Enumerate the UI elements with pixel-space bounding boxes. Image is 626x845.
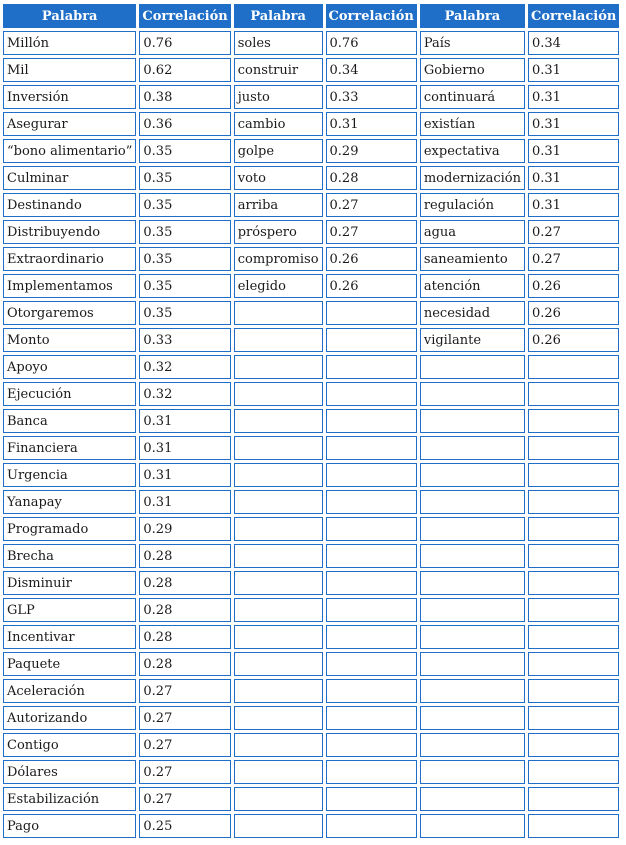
correlation-cell-2 [326, 436, 417, 460]
table-row [3, 625, 619, 649]
correlation-cell-2 [326, 544, 417, 568]
correlation-table [0, 1, 622, 841]
correlation-cell-3 [528, 760, 619, 784]
word-cell-3 [420, 382, 525, 406]
word-cell-2 [234, 490, 323, 514]
correlation-cell-2: 0.33 [326, 85, 417, 109]
correlation-cell-2 [326, 625, 417, 649]
correlation-cell-3: 0.26 [528, 328, 619, 352]
header-palabra-3: Palabra [420, 4, 525, 28]
correlation-cell-2 [326, 652, 417, 676]
word-cell-1: Distribuyendo [3, 220, 136, 244]
correlation-cell-3: 0.27 [528, 247, 619, 271]
correlation-cell-3 [528, 517, 619, 541]
correlation-cell-1: 0.28 [139, 598, 230, 622]
word-cell-1: Destinando [3, 193, 136, 217]
word-cell-3: saneamiento [420, 247, 525, 271]
table-row [3, 409, 619, 433]
correlation-cell-3: 0.31 [528, 85, 619, 109]
correlation-cell-2 [326, 490, 417, 514]
table-row [3, 652, 619, 676]
word-cell-1: Contigo [3, 733, 136, 757]
table-row [3, 517, 619, 541]
table-row [3, 274, 619, 298]
correlation-cell-3 [528, 409, 619, 433]
correlation-cell-3: 0.27 [528, 220, 619, 244]
correlation-cell-2 [326, 328, 417, 352]
word-cell-1: Disminuir [3, 571, 136, 595]
header-row [3, 4, 619, 28]
table-row [3, 139, 619, 163]
correlation-cell-3 [528, 436, 619, 460]
word-cell-3 [420, 355, 525, 379]
word-cell-1: Monto [3, 328, 136, 352]
word-cell-2 [234, 787, 323, 811]
word-cell-2: soles [234, 31, 323, 55]
correlation-cell-2 [326, 706, 417, 730]
correlation-cell-1: 0.31 [139, 409, 230, 433]
word-cell-2 [234, 382, 323, 406]
table-row [3, 814, 619, 838]
table-row [3, 382, 619, 406]
word-cell-3 [420, 544, 525, 568]
word-cell-1: Incentivar [3, 625, 136, 649]
correlation-cell-3 [528, 706, 619, 730]
correlation-cell-2 [326, 814, 417, 838]
table-row [3, 598, 619, 622]
word-cell-3: expectativa [420, 139, 525, 163]
correlation-cell-1: 0.28 [139, 544, 230, 568]
word-cell-1: Estabilización [3, 787, 136, 811]
word-cell-3: continuará [420, 85, 525, 109]
correlation-cell-2 [326, 598, 417, 622]
table-row [3, 436, 619, 460]
correlation-cell-3: 0.26 [528, 274, 619, 298]
header-correlacion-2: Correlación [326, 4, 417, 28]
word-cell-2 [234, 733, 323, 757]
correlation-cell-1: 0.28 [139, 571, 230, 595]
correlation-cell-2: 0.29 [326, 139, 417, 163]
correlation-cell-3: 0.31 [528, 166, 619, 190]
correlation-cell-1: 0.35 [139, 166, 230, 190]
table-row [3, 328, 619, 352]
correlation-cell-1: 0.35 [139, 220, 230, 244]
correlation-cell-2 [326, 301, 417, 325]
word-cell-2 [234, 463, 323, 487]
correlation-cell-2: 0.31 [326, 112, 417, 136]
correlation-cell-2 [326, 382, 417, 406]
correlation-cell-1: 0.31 [139, 436, 230, 460]
table-row [3, 760, 619, 784]
table-row [3, 85, 619, 109]
word-cell-3 [420, 625, 525, 649]
correlation-cell-1: 0.31 [139, 490, 230, 514]
correlation-cell-3 [528, 787, 619, 811]
header-palabra-2: Palabra [234, 4, 323, 28]
correlation-cell-1: 0.28 [139, 625, 230, 649]
word-cell-3: atención [420, 274, 525, 298]
table-row [3, 490, 619, 514]
word-cell-2 [234, 301, 323, 325]
word-cell-3 [420, 463, 525, 487]
word-cell-2 [234, 652, 323, 676]
correlation-cell-2 [326, 679, 417, 703]
table-row [3, 355, 619, 379]
correlation-cell-3 [528, 679, 619, 703]
correlation-cell-2: 0.26 [326, 274, 417, 298]
correlation-cell-1: 0.36 [139, 112, 230, 136]
header-palabra-1: Palabra [3, 4, 136, 28]
word-cell-3: necesidad [420, 301, 525, 325]
word-cell-1: Paquete [3, 652, 136, 676]
correlation-cell-2: 0.26 [326, 247, 417, 271]
correlation-cell-2 [326, 787, 417, 811]
word-cell-1: Otorgaremos [3, 301, 136, 325]
word-cell-2 [234, 706, 323, 730]
word-cell-1: Brecha [3, 544, 136, 568]
word-cell-3 [420, 760, 525, 784]
word-cell-2: próspero [234, 220, 323, 244]
correlation-cell-1: 0.35 [139, 247, 230, 271]
correlation-cell-1: 0.35 [139, 139, 230, 163]
word-cell-2 [234, 436, 323, 460]
word-cell-3: agua [420, 220, 525, 244]
correlation-cell-2 [326, 409, 417, 433]
correlation-cell-1: 0.32 [139, 355, 230, 379]
word-cell-2 [234, 355, 323, 379]
correlation-cell-1: 0.27 [139, 787, 230, 811]
correlation-cell-2: 0.34 [326, 58, 417, 82]
table-body [3, 31, 619, 838]
word-cell-2: golpe [234, 139, 323, 163]
table-row [3, 166, 619, 190]
correlation-cell-2 [326, 517, 417, 541]
word-cell-2 [234, 814, 323, 838]
correlation-cell-3 [528, 382, 619, 406]
correlation-cell-1: 0.27 [139, 760, 230, 784]
correlation-cell-1: 0.76 [139, 31, 230, 55]
correlation-cell-1: 0.32 [139, 382, 230, 406]
word-cell-1: Pago [3, 814, 136, 838]
correlation-cell-3 [528, 814, 619, 838]
word-cell-3 [420, 733, 525, 757]
word-cell-3: modernización [420, 166, 525, 190]
word-cell-1: GLP [3, 598, 136, 622]
correlation-cell-3 [528, 652, 619, 676]
word-cell-1: Inversión [3, 85, 136, 109]
word-cell-3: regulación [420, 193, 525, 217]
word-cell-1: Aceleración [3, 679, 136, 703]
word-cell-1: Dólares [3, 760, 136, 784]
word-cell-3 [420, 490, 525, 514]
word-cell-3: País [420, 31, 525, 55]
word-cell-2 [234, 544, 323, 568]
word-cell-3: vigilante [420, 328, 525, 352]
correlation-cell-3 [528, 625, 619, 649]
correlation-cell-1: 0.35 [139, 274, 230, 298]
correlation-cell-3: 0.31 [528, 112, 619, 136]
table-row [3, 58, 619, 82]
correlation-cell-1: 0.27 [139, 679, 230, 703]
word-cell-1: Programado [3, 517, 136, 541]
correlation-cell-3 [528, 490, 619, 514]
word-cell-2 [234, 571, 323, 595]
word-cell-3 [420, 571, 525, 595]
correlation-cell-2 [326, 760, 417, 784]
word-cell-2 [234, 517, 323, 541]
correlation-cell-1: 0.33 [139, 328, 230, 352]
word-cell-3 [420, 814, 525, 838]
word-cell-2: arriba [234, 193, 323, 217]
word-cell-2: construir [234, 58, 323, 82]
correlation-cell-2 [326, 733, 417, 757]
correlation-cell-1: 0.27 [139, 733, 230, 757]
table-row [3, 787, 619, 811]
correlation-cell-2: 0.27 [326, 193, 417, 217]
word-cell-3 [420, 517, 525, 541]
word-cell-3 [420, 652, 525, 676]
correlation-cell-3 [528, 544, 619, 568]
word-cell-2: elegido [234, 274, 323, 298]
table-row [3, 733, 619, 757]
table-row [3, 463, 619, 487]
correlation-cell-1: 0.38 [139, 85, 230, 109]
correlation-cell-2: 0.76 [326, 31, 417, 55]
word-cell-3 [420, 787, 525, 811]
table-row [3, 193, 619, 217]
correlation-cell-3 [528, 355, 619, 379]
correlation-cell-1: 0.25 [139, 814, 230, 838]
correlation-cell-2 [326, 355, 417, 379]
word-cell-2 [234, 625, 323, 649]
word-cell-3 [420, 409, 525, 433]
word-cell-1: Autorizando [3, 706, 136, 730]
word-cell-1: Yanapay [3, 490, 136, 514]
word-cell-2 [234, 760, 323, 784]
word-cell-3 [420, 436, 525, 460]
correlation-cell-1: 0.27 [139, 706, 230, 730]
word-cell-3 [420, 679, 525, 703]
correlation-cell-3 [528, 598, 619, 622]
correlation-cell-3: 0.26 [528, 301, 619, 325]
header-correlacion-1: Correlación [139, 4, 230, 28]
word-cell-3: existían [420, 112, 525, 136]
word-cell-1: Implementamos [3, 274, 136, 298]
word-cell-1: Apoyo [3, 355, 136, 379]
correlation-cell-3 [528, 571, 619, 595]
word-cell-1: Asegurar [3, 112, 136, 136]
table-row [3, 706, 619, 730]
word-cell-2: compromiso [234, 247, 323, 271]
word-cell-2 [234, 679, 323, 703]
word-cell-1: Financiera [3, 436, 136, 460]
table-row [3, 571, 619, 595]
correlation-cell-3 [528, 463, 619, 487]
word-cell-2: voto [234, 166, 323, 190]
word-cell-1: “bono alimentario” [3, 139, 136, 163]
correlation-cell-3 [528, 733, 619, 757]
word-cell-3: Gobierno [420, 58, 525, 82]
table-row [3, 247, 619, 271]
word-cell-2 [234, 328, 323, 352]
table-row [3, 679, 619, 703]
table-row [3, 220, 619, 244]
correlation-cell-3: 0.31 [528, 139, 619, 163]
word-cell-3 [420, 706, 525, 730]
correlation-cell-3: 0.31 [528, 58, 619, 82]
word-cell-1: Urgencia [3, 463, 136, 487]
correlation-cell-2: 0.27 [326, 220, 417, 244]
word-cell-2: cambio [234, 112, 323, 136]
table-row [3, 544, 619, 568]
word-cell-2 [234, 598, 323, 622]
correlation-cell-1: 0.31 [139, 463, 230, 487]
correlation-cell-3: 0.31 [528, 193, 619, 217]
table-row [3, 112, 619, 136]
word-cell-1: Mil [3, 58, 136, 82]
correlation-cell-2 [326, 463, 417, 487]
correlation-cell-1: 0.62 [139, 58, 230, 82]
correlation-cell-1: 0.28 [139, 652, 230, 676]
word-cell-3 [420, 598, 525, 622]
word-cell-2: justo [234, 85, 323, 109]
correlation-cell-2 [326, 571, 417, 595]
table-row [3, 301, 619, 325]
table-row [3, 31, 619, 55]
correlation-cell-3: 0.34 [528, 31, 619, 55]
correlation-cell-1: 0.35 [139, 193, 230, 217]
word-cell-1: Culminar [3, 166, 136, 190]
word-cell-1: Ejecución [3, 382, 136, 406]
correlation-cell-2: 0.28 [326, 166, 417, 190]
header-correlacion-3: Correlación [528, 4, 619, 28]
word-cell-1: Banca [3, 409, 136, 433]
word-cell-2 [234, 409, 323, 433]
correlation-cell-1: 0.35 [139, 301, 230, 325]
word-cell-1: Extraordinario [3, 247, 136, 271]
word-cell-1: Millón [3, 31, 136, 55]
correlation-cell-1: 0.29 [139, 517, 230, 541]
